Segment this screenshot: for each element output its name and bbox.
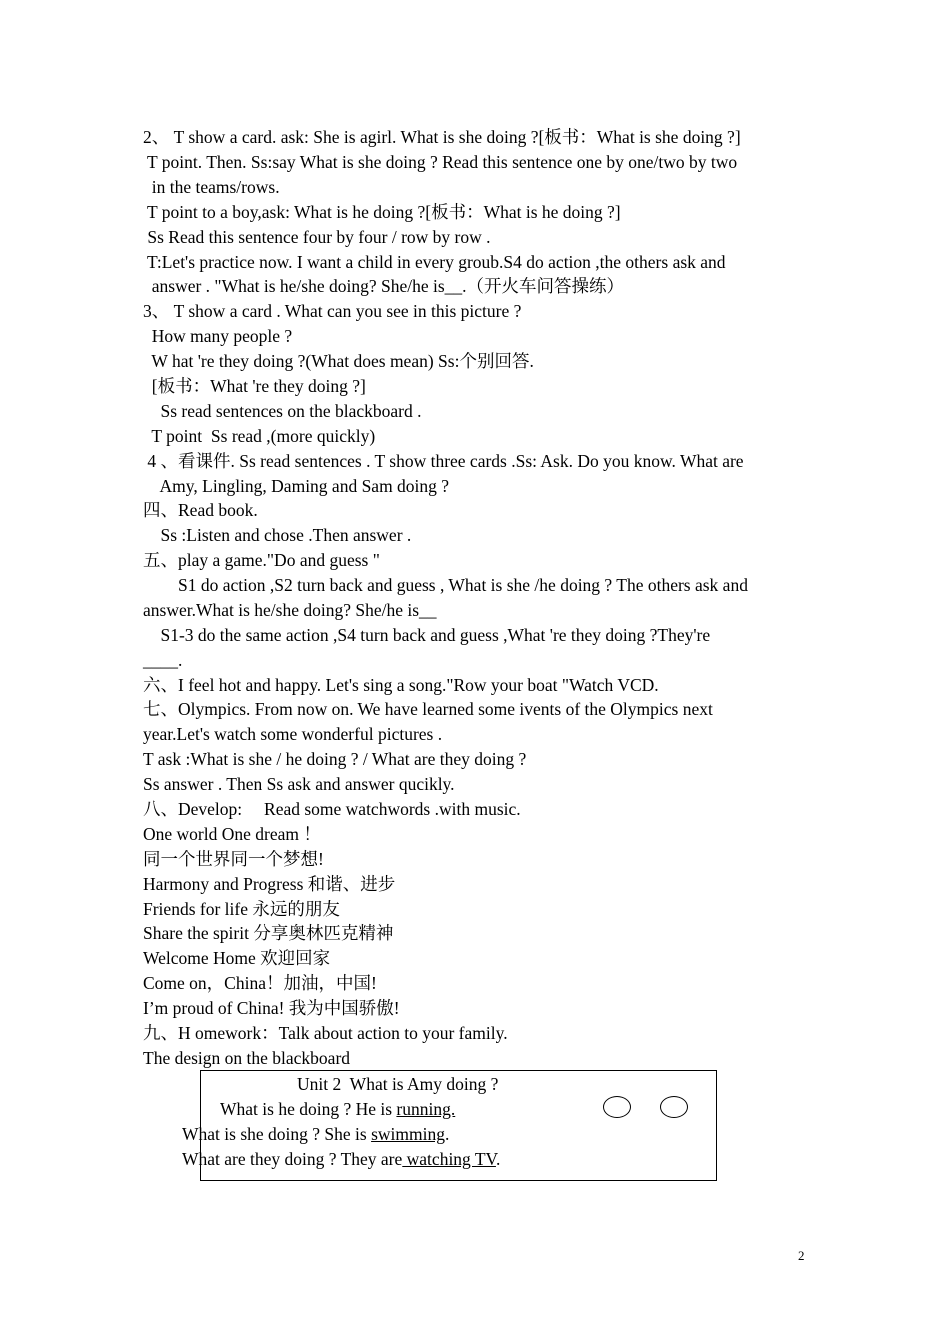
blackboard-row-he — [220, 1098, 455, 1120]
text-line: Welcome Home 欢迎回家 — [143, 948, 331, 968]
text-line: Ss :Listen and chose .Then answer . — [143, 525, 412, 545]
question-text: What is she doing ? She is — [182, 1124, 372, 1144]
text-line: 八、Develop: Read some watchwords .with music. — [143, 799, 521, 819]
text-line: T point. Then. Ss:say What is she doing ? Read this sentence one by one/two by two — [143, 152, 738, 172]
text-line: The design on the blackboard — [143, 1048, 351, 1068]
blackboard-design-box — [182, 1070, 717, 1181]
text-line: answer.What is he/she doing? She/he is__ — [143, 600, 437, 620]
text-line: Friends for life 永远的朋友 — [143, 899, 340, 919]
text-line: in the teams/rows. — [143, 177, 280, 197]
question-text: What is he doing ? He is — [220, 1099, 397, 1119]
text-line: One world One dream ！ — [143, 824, 321, 844]
text-line: T ask :What is she / he doing ? / What are they doing ? — [143, 749, 527, 769]
text-line: 五、play a game."Do and guess " — [143, 550, 380, 570]
circle-shape — [660, 1096, 688, 1118]
page-number: 2 — [798, 1248, 805, 1263]
text-line: Ss Read this sentence four by four / row by row . — [143, 227, 491, 247]
text-line: I’m proud of China! 我为中国骄傲! — [143, 998, 400, 1018]
text-line: Share the spirit 分享奥林匹克精神 — [143, 923, 394, 943]
text-line: 3、 T show a card . What can you see in this picture ? — [143, 301, 522, 321]
period: . — [495, 1149, 501, 1169]
answer-swimming: swimming — [371, 1124, 445, 1144]
text-line: W hat 're they doing ?(What does mean) Ss:个别回答. — [143, 351, 534, 371]
text-line: 同一个世界同一个梦想! — [143, 849, 324, 869]
text-line: Ss read sentences on the blackboard . — [143, 401, 422, 421]
text-line: 2、 T show a card. ask: She is agirl. What is she doing ?[板书：What is she doing ?] — [143, 127, 741, 147]
text-line: How many people ? — [143, 326, 293, 346]
text-line: answer . "What is he/she doing? She/he is__.（开火车问答操练） — [143, 276, 625, 296]
answer-running: running. — [396, 1099, 456, 1119]
text-line: S1 do action ,S2 turn back and guess , What is she /he doing ? The others ask and — [143, 575, 748, 595]
text-line: Harmony and Progress 和谐、进步 — [143, 874, 396, 894]
text-line: year.Let's watch some wonderful pictures . — [143, 724, 443, 744]
text-line: 六、I feel hot and happy. Let's sing a song."Row your boat "Watch VCD. — [143, 675, 659, 695]
circle-shape — [603, 1096, 631, 1118]
text-line: T point to a boy,ask: What is he doing ?[板书：What is he doing ?] — [143, 202, 621, 222]
text-line: S1-3 do the same action ,S4 turn back and guess ,What 're they doing ?They're — [143, 625, 711, 645]
text-line: T point Ss read ,(more quickly) — [143, 426, 376, 446]
text-line: [板书：What 're they doing ?] — [143, 376, 366, 396]
question-text: What are they doing ? They are — [182, 1149, 403, 1169]
answer-watching-tv: watching TV — [402, 1149, 496, 1169]
text-line: 九、H omework：Talk about action to your family. — [143, 1023, 508, 1043]
period: . — [444, 1124, 450, 1144]
text-line: Amy, Lingling, Daming and Sam doing ? — [143, 476, 450, 496]
blackboard-title: Unit 2 What is Amy doing ? — [297, 1074, 499, 1094]
text-line: Ss answer . Then Ss ask and answer qucikly. — [143, 774, 455, 794]
text-line: 4 、看课件. Ss read sentences . T show three cards .Ss: Ask. Do you know. What are — [143, 451, 744, 471]
text-line: Come on，China！加油，中国! — [143, 973, 377, 993]
text-line: 七、Olympics. From now on. We have learned some ivents of the Olympics next — [143, 699, 713, 719]
text-line: 四、Read book. — [143, 500, 258, 520]
blackboard-row-she — [182, 1123, 449, 1145]
blackboard-row-they — [182, 1148, 500, 1170]
text-line: T:Let's practice now. I want a child in every groub.S4 do action ,the others ask and — [143, 252, 726, 272]
text-line: ____. — [143, 650, 183, 670]
